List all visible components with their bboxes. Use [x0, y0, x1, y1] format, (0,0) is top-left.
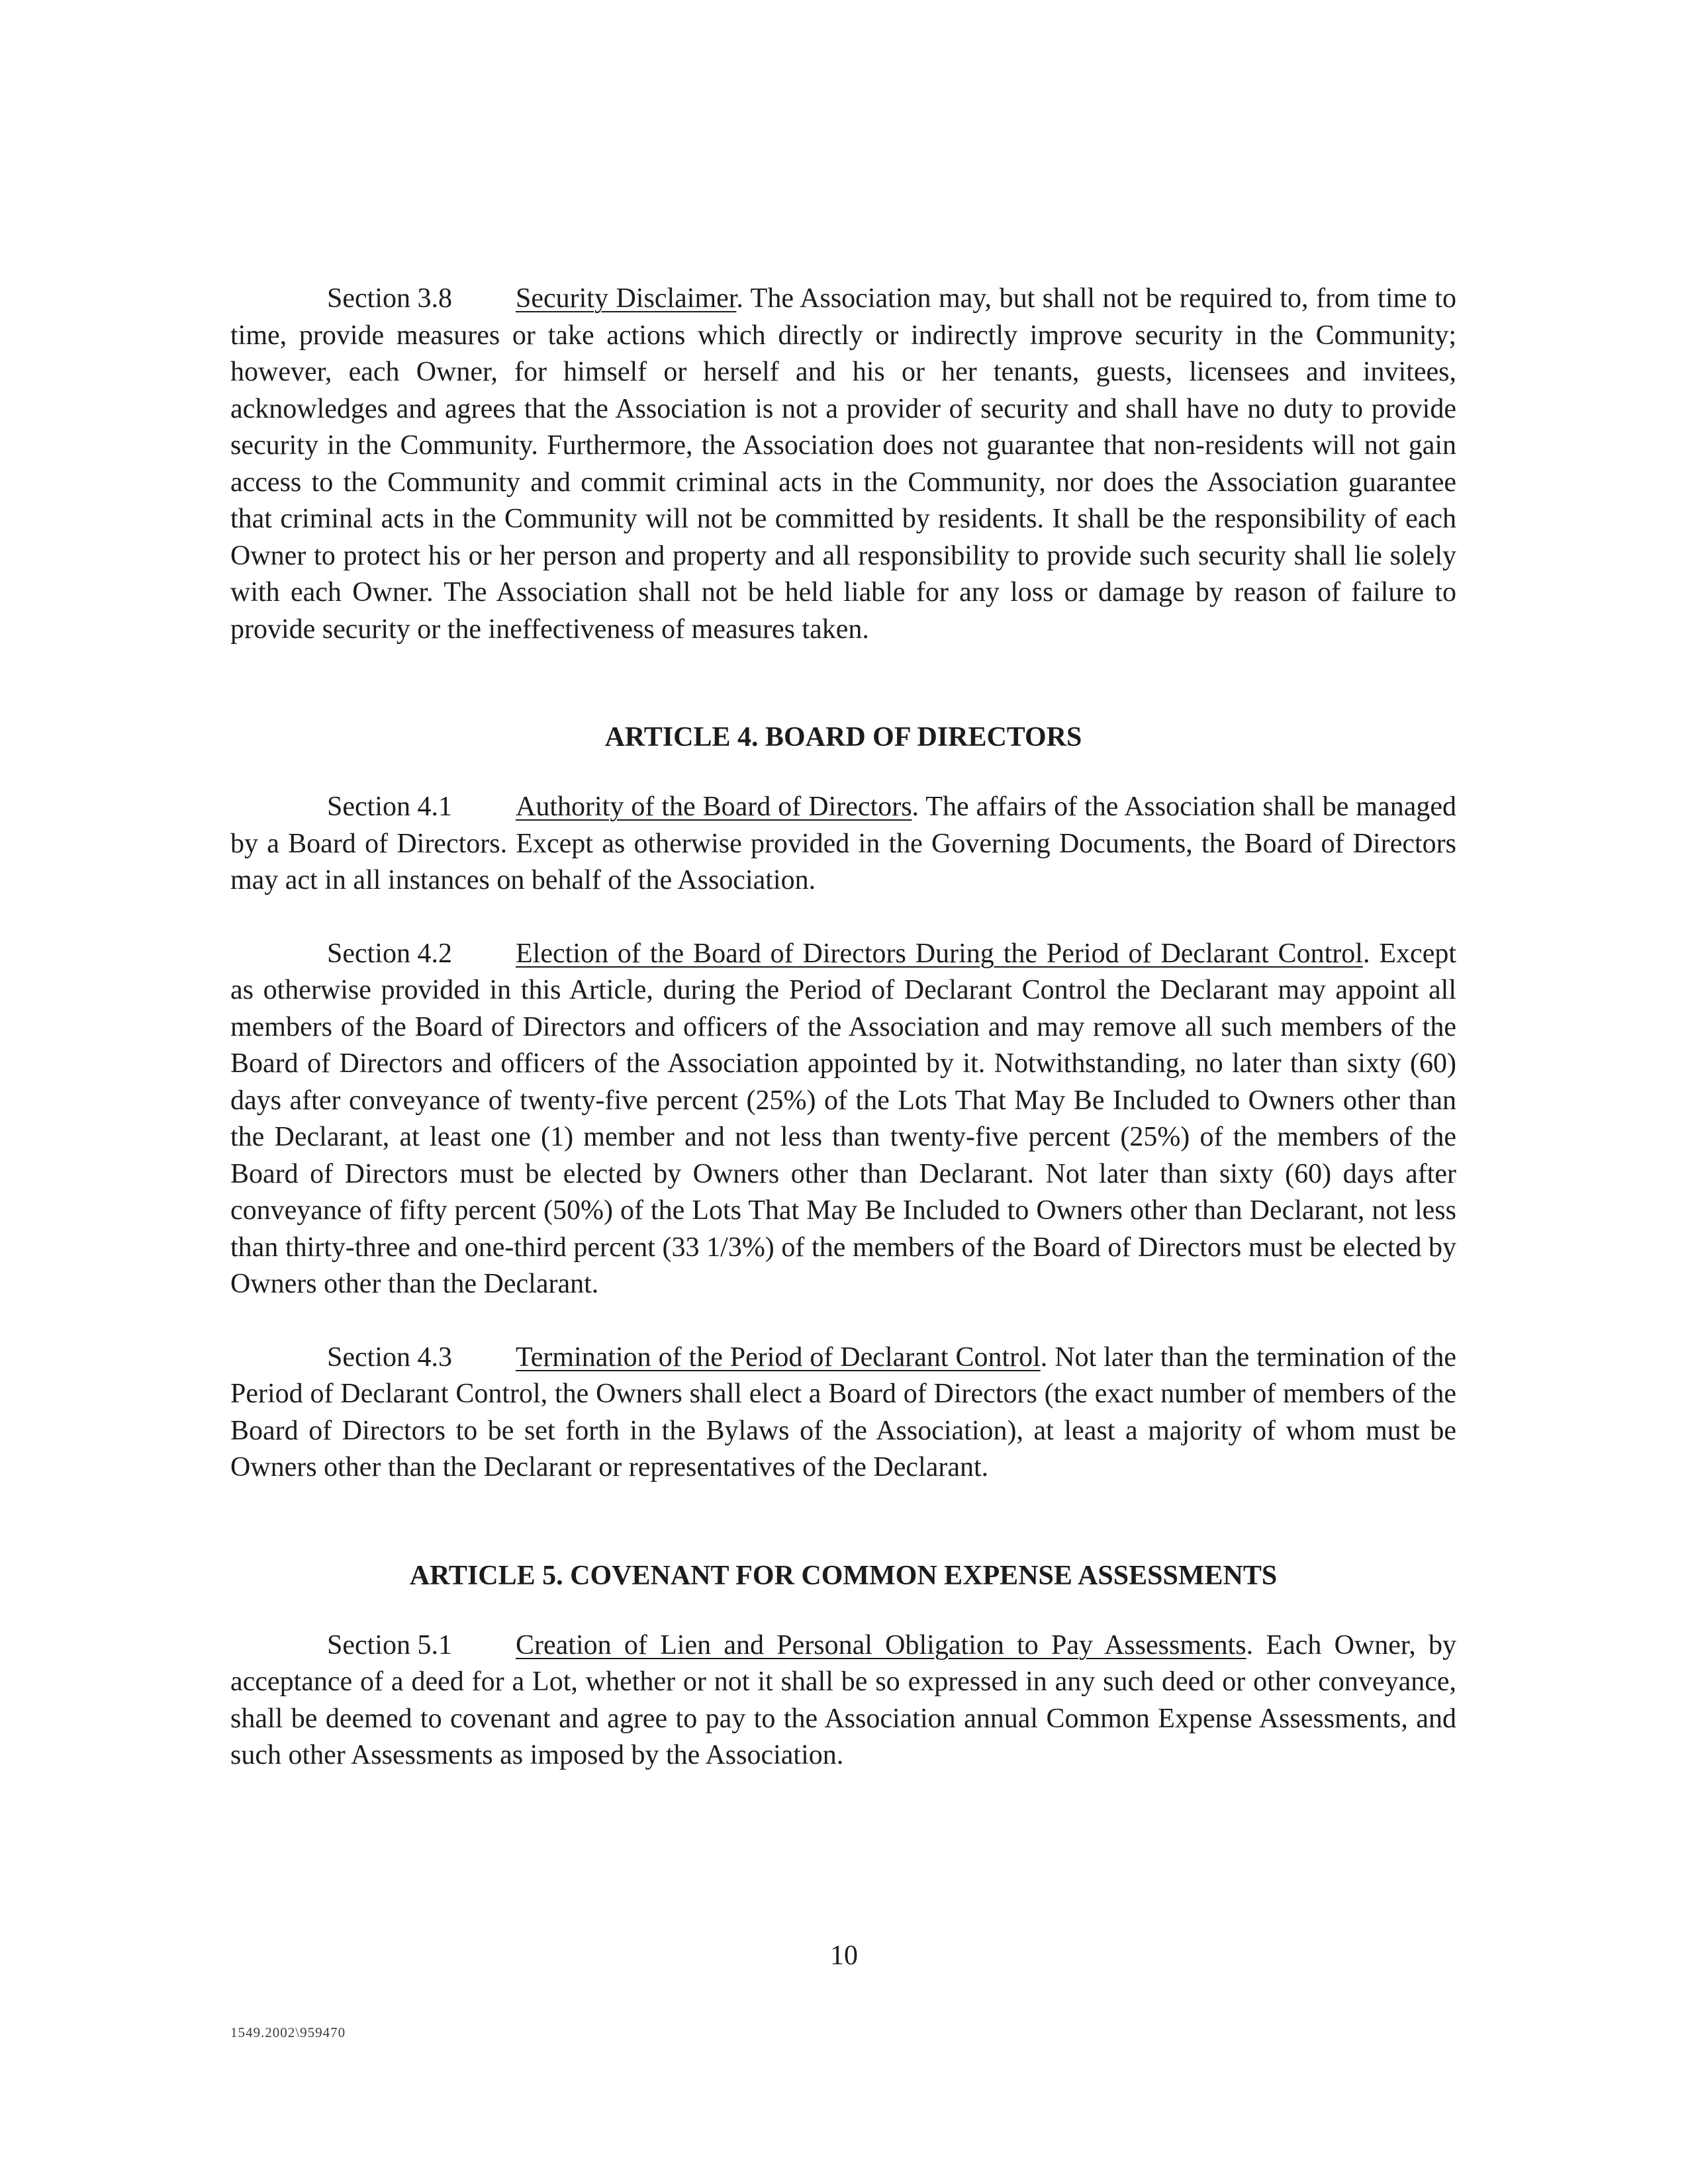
section-title: Authority of the Board of Directors: [516, 792, 912, 822]
section-4-1: Section 4.1 Authority of the Board of Directors. The affairs of the Association shall be managed by a Board of Directors. Except as otherwise provided in the Governing Documents, the Board of Directors may act in all instances on behalf of the Association.: [230, 789, 1456, 899]
section-body: The affairs of the Association shall be managed by a Board of Directors. Except as otherwise provided in the Governing Documents, the Board of Directors may act in all instances on behalf of the Association.: [230, 792, 1456, 895]
section-body: Each Owner, by acceptance of a deed for a Lot, whether or not it shall be so expressed in any such deed or other conveyance, shall be deemed to covenant and agree to pay to the Association annual Common Expense Assessments, and such other Assessments as imposed by the Association.: [230, 1629, 1456, 1770]
section-5-1: Section 5.1 Creation of Lien and Personal Obligation to Pay Assessments. Each Owner, by acceptance of a deed for a Lot, whether or not it shall be so expressed in any such deed or other conveyance, shall be deemed to covenant and agree to pay to the Association annual Common Expense Assessments, and such other Assessments as imposed by the Association.: [230, 1627, 1456, 1774]
section-3-8: Section 3.8 Security Disclaimer. The Association may, but shall not be required to, from time to time, provide measures or take actions which directly or indirectly improve security in the Community; however, each Owner, for himself or herself and his or her tenants, guests, licensees and invitees, acknowledges and agrees that the Association is not a provider of security and shall have no duty to provide security in the Community. Furthermore, the Association does not guarantee that non-residents will not gain access to the Community and commit criminal acts in the Community, nor does the Association guarantee that criminal acts in the Community will not be committed by residents. It shall be the responsibility of each Owner to protect his or her person and property and all responsibility to provide such security shall lie solely with each Owner. The Association shall not be held liable for any loss or damage by reason of failure to provide security or the ineffectiveness of measures taken.: [230, 281, 1456, 648]
section-number: Section 3.8: [327, 283, 452, 314]
page-content: [230, 281, 1456, 1774]
section-body: Except as otherwise provided in this Article, during the Period of Declarant Control the Declarant may appoint all members of the Board of Directors and officers of the Association and may remove all such members of the Board of Directors and officers of the Association appointed by it. Notwithstanding, no later than sixty (60) days after conveyance of twenty-five percent (25%) of the Lots That May Be Included to Owners other than the Declarant, at least one (1) member and not less than twenty-five percent (25%) of the members of the Board of Directors must be elected by Owners other than Declarant. Not later than sixty (60) days after conveyance of fifty percent (50%) of the Lots That May Be Included to Owners other than Declarant, not less than thirty-three and one-third percent (33 1/3%) of the members of the Board of Directors must be elected by Owners other than the Declarant.: [230, 938, 1456, 1299]
section-4-3: Section 4.3 Termination of the Period of Declarant Control. Not later than the termination of the Period of Declarant Control, the Owners shall elect a Board of Directors (the exact number of members of the Board of Directors to be set forth in the Bylaws of the Association), at least a majority of whom must be Owners other than the Declarant or representatives of the Declarant.: [230, 1340, 1456, 1486]
article-5-heading: ARTICLE 5. COVENANT FOR COMMON EXPENSE ASSESSMENTS: [409, 1560, 1278, 1591]
spacer: [230, 1303, 1456, 1340]
section-number: Section 5.1: [327, 1629, 452, 1661]
spacer: [230, 899, 1456, 936]
document-id: 1549.2002\959470: [230, 2025, 346, 2040]
section-body: The Association may, but shall not be required to, from time to time, provide measures or take actions which directly or indirectly improve security in the Community; however, each Owner, for himself or herself and his or her tenants, guests, licensees and invitees, acknowledges and agrees that the Association is not a provider of security and shall have no duty to provide security in the Community. Furthermore, the Association does not guarantee that non-residents will not gain access to the Community and commit criminal acts in the Community, nor does the Association guarantee that criminal acts in the Community will not be committed by residents. It shall be the responsibility of each Owner to protect his or her person and property and all responsibility to provide such security shall lie solely with each Owner. The Association shall not be held liable for any loss or damage by reason of failure to provide security or the ineffectiveness of measures taken.: [230, 283, 1456, 645]
section-title: Security Disclaimer: [516, 283, 737, 314]
section-4-2: Section 4.2 Election of the Board of Directors During the Period of Declarant Control. Except as otherwise provided in this Article, during the Period of Declarant Control the Declarant may appoint all members of the Board of Directors and officers of the Association and may remove all such members of the Board of Directors and officers of the Association appointed by it. Notwithstanding, no later than sixty (60) days after conveyance of twenty-five percent (25%) of the Lots That May Be Included to Owners other than the Declarant, at least one (1) member and not less than twenty-five percent (25%) of the members of the Board of Directors must be elected by Owners other than Declarant. Not later than sixty (60) days after conveyance of fifty percent (50%) of the Lots That May Be Included to Owners other than Declarant, not less than thirty-three and one-third percent (33 1/3%) of the members of the Board of Directors must be elected by Owners other than the Declarant.: [230, 936, 1456, 1303]
page-number: 10: [830, 1940, 858, 1971]
spacer: [230, 756, 1456, 789]
section-number: Section 4.3: [327, 1342, 452, 1373]
section-number: Section 4.1: [327, 792, 452, 822]
spacer: [230, 1594, 1456, 1627]
section-body: Not later than the termination of the Period of Declarant Control, the Owners shall elect a Board of Directors (the exact number of members of the Board of Directors to be set forth in the Bylaws of the Association), at least a majority of whom must be Owners other than the Declarant or representatives of the Declarant.: [230, 1342, 1456, 1482]
section-title: Creation of Lien and Personal Obligation to Pay Assessments: [516, 1629, 1246, 1661]
spacer: [230, 1486, 1456, 1558]
section-number: Section 4.2: [327, 938, 452, 969]
spacer: [230, 648, 1456, 719]
section-title: Termination of the Period of Declarant Control: [516, 1342, 1041, 1373]
article-4-heading: ARTICLE 4. BOARD OF DIRECTORS: [604, 722, 1082, 752]
section-title: Election of the Board of Directors During the Period of Declarant Control: [516, 938, 1363, 969]
